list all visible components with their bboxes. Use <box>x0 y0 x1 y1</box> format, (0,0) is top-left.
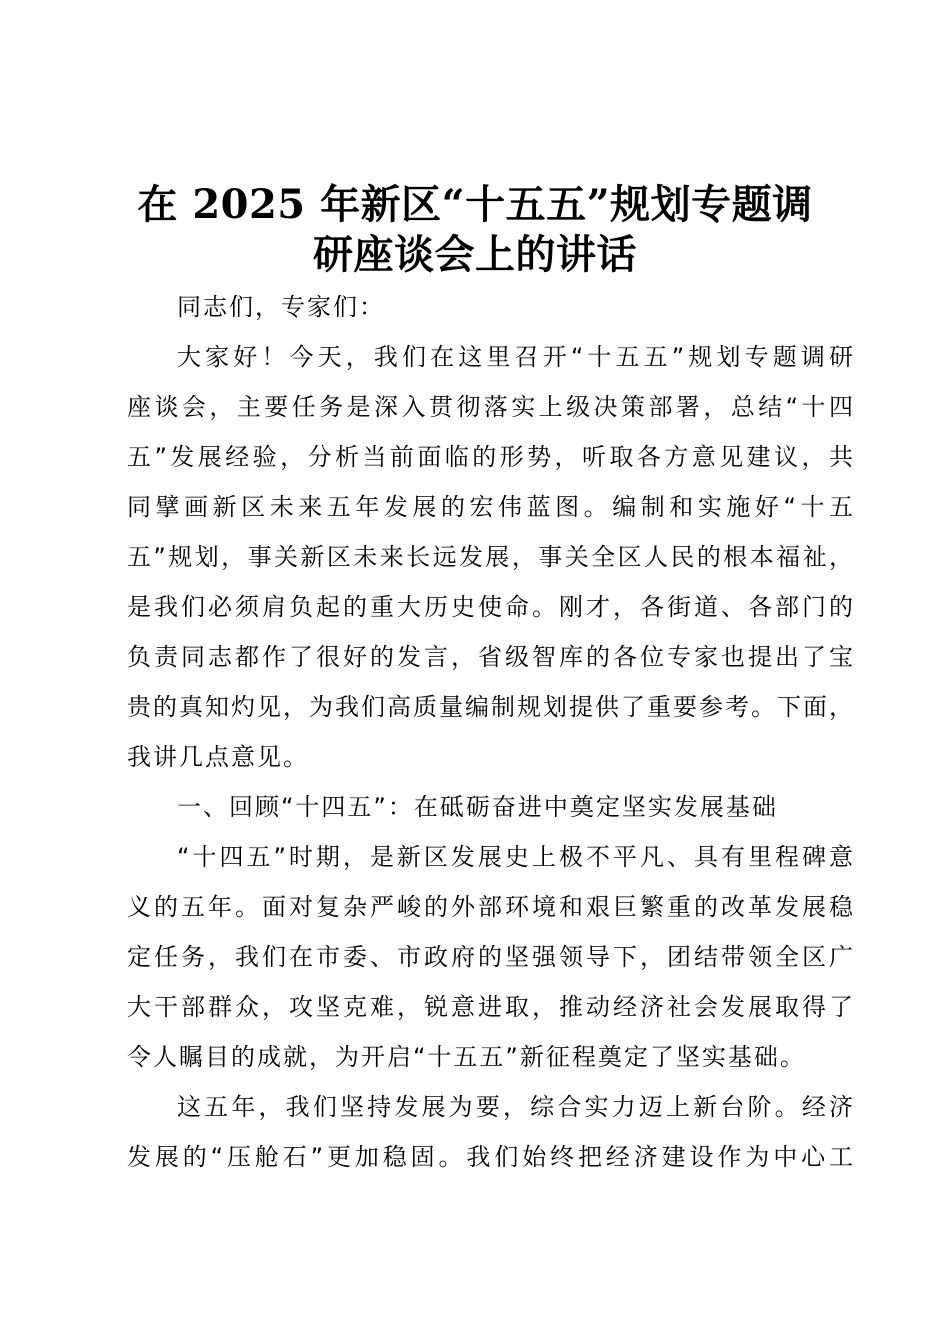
title-line-1: 在 2025 年新区“十五五”规划专题调 <box>137 181 813 228</box>
paragraph-1-line-4: 同擘画新区未来五年发展的宏伟蓝图。编制和实施好“十五 <box>127 493 855 521</box>
paragraph-2-line-2: 义的五年。面对复杂严峻的外部环境和艰巨繁重的改革发展稳 <box>127 893 855 921</box>
paragraph-1-line-9: 我讲几点意见。 <box>127 743 309 771</box>
paragraph-1-line-2: 座谈会，主要任务是深入贯彻落实上级决策部署，总结“十四 <box>127 393 855 421</box>
title-line-2: 研座谈会上的讲话 <box>313 231 637 278</box>
paragraph-1-line-3: 五”发展经验，分析当前面临的形势，听取各方意见建议，共 <box>127 443 855 471</box>
paragraph-3-line-2: 发展的“压舱石”更加稳固。我们始终把经济建设作为中心工 <box>127 1143 855 1171</box>
paragraph-1-line-7: 负责同志都作了很好的发言，省级智库的各位专家也提出了宝 <box>127 643 855 671</box>
section-heading-1: 一、回顾“十四五”：在砥砺奋进中奠定坚实发展基础 <box>177 793 778 821</box>
document-body <box>127 282 855 1182</box>
paragraph-2-line-1: “十四五”时期，是新区发展史上极不平凡、具有里程碑意 <box>177 843 855 871</box>
paragraph-1-line-1: 大家好！今天，我们在这里召开“十五五”规划专题调研 <box>177 343 855 371</box>
paragraph-1-line-5: 五”规划，事关新区未来长远发展，事关全区人民的根本福祉， <box>127 543 855 571</box>
salutation: 同志们，专家们： <box>177 293 385 321</box>
paragraph-1-line-6: 是我们必须肩负起的重大历史使命。刚才，各街道、各部门的 <box>127 593 855 621</box>
paragraph-2-line-3: 定任务，我们在市委、市政府的坚强领导下，团结带领全区广 <box>127 943 855 971</box>
document-title <box>110 180 840 280</box>
paragraph-3-line-1: 这五年，我们坚持发展为要，综合实力迈上新台阶。经济 <box>177 1093 855 1121</box>
paragraph-1-line-8: 贵的真知灼见，为我们高质量编制规划提供了重要参考。下面， <box>127 693 855 721</box>
paragraph-2-line-5: 令人瞩目的成就，为开启“十五五”新征程奠定了坚实基础。 <box>127 1043 806 1071</box>
paragraph-2-line-4: 大干部群众，攻坚克难，锐意进取，推动经济社会发展取得了 <box>127 993 855 1021</box>
